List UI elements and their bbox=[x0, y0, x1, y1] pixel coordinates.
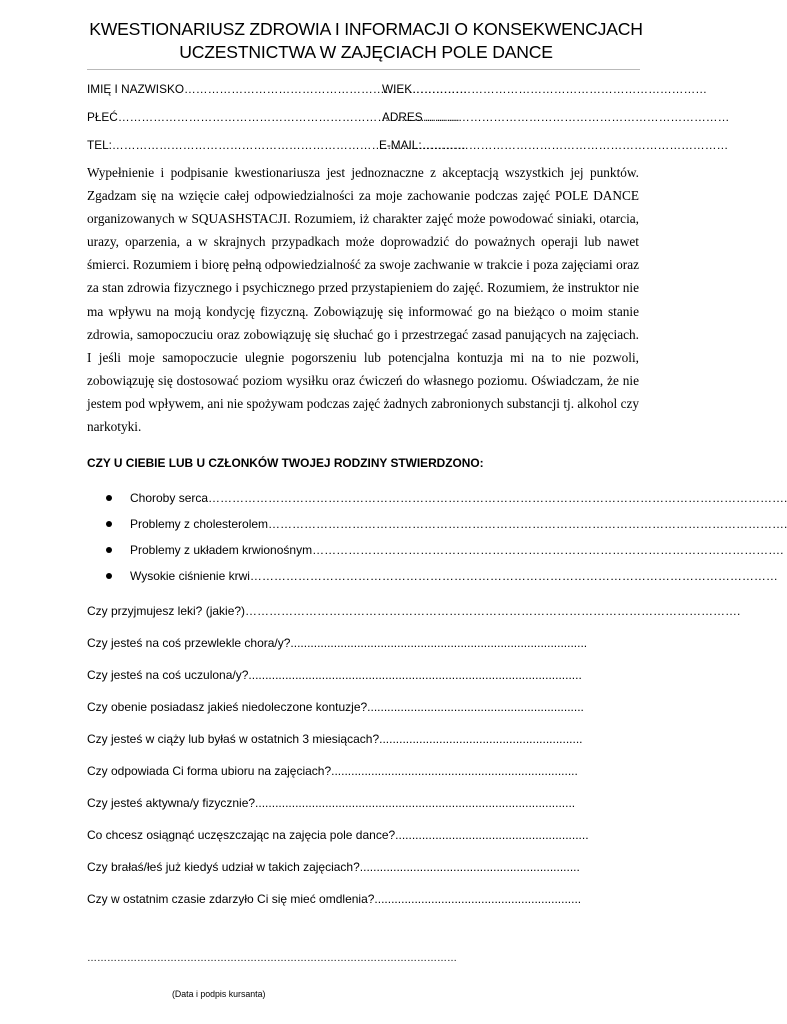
condition-item bbox=[0, 516, 787, 532]
title-divider bbox=[87, 69, 640, 70]
question-physical-activity[interactable]: Czy jesteś aktywna/y fizycznie?................................................................................................ bbox=[87, 796, 576, 810]
bullet-icon bbox=[106, 547, 112, 553]
condition-item bbox=[0, 568, 778, 584]
name-age-row bbox=[87, 81, 708, 97]
question-injuries[interactable]: Czy obenie posiadasz jakieś niedoleczone kontuzje?................................................................. bbox=[87, 700, 584, 714]
condition-circulatory[interactable]: Problemy z układem krwionośnym………………………………………………………………………………………………………. bbox=[130, 543, 784, 557]
condition-heart[interactable]: Choroby serca………………………………………………………………………………………………………………………………. bbox=[130, 491, 787, 505]
gender-address-row bbox=[87, 109, 730, 125]
phone-field[interactable]: TEL:……………………………………………………………………………… bbox=[87, 138, 466, 152]
bullet-icon bbox=[106, 495, 112, 501]
name-field[interactable]: IMIĘ I NAZWISKO……………………………………………………………… bbox=[87, 82, 468, 96]
bullet-icon bbox=[106, 573, 112, 579]
question-goals[interactable]: Co chcesz osiągnąć uczęszczając na zajęcia pole dance?.......................................................... bbox=[87, 828, 589, 842]
bullet-icon bbox=[106, 521, 112, 527]
age-field[interactable]: WIEK………………………………………………………………… bbox=[382, 82, 708, 96]
conditions-heading: CZY U CIEBIE LUB U CZŁONKÓW TWOJEJ RODZINY STWIERDZONO: bbox=[87, 456, 484, 470]
question-clothing[interactable]: Czy odpowiada Ci forma ubioru na zajęciach?.......................................................................... bbox=[87, 764, 578, 778]
address-field[interactable]: ADRES…………………………………………………………………… bbox=[382, 110, 730, 124]
question-allergy[interactable]: Czy jesteś na coś uczulona/y?.................................................................................................... bbox=[87, 668, 582, 682]
question-chronic-illness[interactable]: Czy jesteś na coś przewlekle chora/y?......................................................................................... bbox=[87, 636, 588, 650]
condition-cholesterol[interactable]: Problemy z cholesterolem…………………………………………………………………………………………………………………. bbox=[130, 517, 787, 531]
condition-item bbox=[0, 542, 784, 558]
title-line-2: UCZESTNICTWA W ZAJĘCIACH POLE DANCE bbox=[179, 42, 553, 62]
consent-paragraph: Wypełnienie i podpisanie kwestionariusza jest jednoznaczne z akceptacją wszystkich jej punktów. Zgadzam się na wzięcie całej odpowiedzialności za moje zachowanie podczas zajęć POLE DANCE organizowanych w SQUASHSTACJI. Rozumiem, iż charakter zajęć może powodować siniaki, otarcia, urazy, oparzenia, a w skrajnych przypadkach może doprowadzić do poważnych operaji lub nawet śmierci. Rozumiem i biorę pełną odpowiedzialność za swoje zachwanie w trakcie i poza zajęciami oraz za stan zdrowia fizycznego i psychicznego przed przystapieniem do zajęć. Rozumiem, że instruktor nie ma wpływu na moją kondycję fizyczną. Zobowiązuję się informować go na bieżąco o moim stanie zdrowia, samopoczuciu oraz zobowiązuję się słuchać go i przestrzegać zasad panujących na zajęciach. I jeśli moje samopoczucie ulegnie pogorszeniu lub potencjalna kontuzja mi na to nie pozwoli, zobowiązuję się dostosować poziom wysiłku oraz ćwiczeń do własnego poziomu. Oświadczam, że nie jestem pod wpływem, ani nie spożywam podczas zajęć żadnych zabronionych substancji tj. alkohol czy narkotyki. bbox=[87, 165, 640, 435]
condition-blood-pressure[interactable]: Wysokie ciśnienie krwi…………………………………………………………………………………………………………………… bbox=[130, 569, 778, 583]
email-field[interactable]: E-MAIL:…………………………………………………………………… bbox=[379, 138, 729, 152]
gender-field[interactable]: PŁEĆ…………………………………………………………………………… bbox=[87, 110, 460, 124]
title-line-1: KWESTIONARIUSZ ZDROWIA I INFORMACJI O KONSEKWENCJACH bbox=[89, 19, 643, 39]
condition-item bbox=[0, 490, 787, 506]
question-pregnancy[interactable]: Czy jesteś w ciąży lub byłaś w ostatnich 3 miesiącach?............................................................. bbox=[87, 732, 583, 746]
signature-caption: (Data i podpis kursanta) bbox=[172, 989, 266, 999]
signature-field[interactable]: ………………………………………………………………………………………………… bbox=[87, 953, 457, 964]
document-title bbox=[60, 18, 672, 64]
question-previous-classes[interactable]: Czy brałaś/łeś już kiedyś udział w takich zajęciach?.................................................................. bbox=[87, 860, 580, 874]
question-medication[interactable]: Czy przyjmujesz leki? (jakie?)……………………………………………………………………………………………………………. bbox=[87, 604, 741, 618]
question-fainting[interactable]: Czy w ostatnim czasie zdarzyło Ci się mieć omdlenia?.............................................................. bbox=[87, 892, 582, 906]
phone-email-row bbox=[87, 137, 729, 153]
